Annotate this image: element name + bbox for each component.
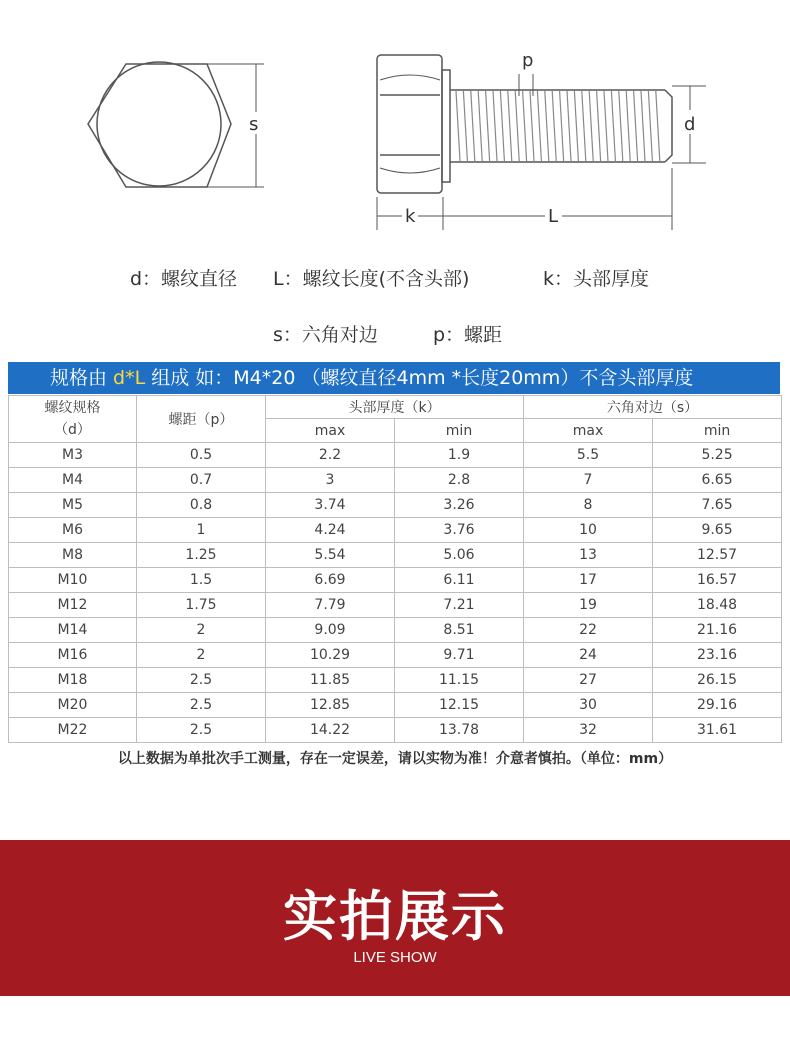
table-row	[9, 693, 782, 718]
table-row	[9, 568, 782, 593]
table-row	[9, 468, 782, 493]
k-label: k	[405, 206, 416, 227]
table-row	[9, 668, 782, 693]
s-label: s	[249, 114, 259, 135]
thread-line	[597, 91, 601, 161]
L-label: L	[548, 206, 559, 227]
table-cell: 17	[524, 568, 653, 593]
thread-line	[515, 91, 519, 161]
table-cell: 9.09	[266, 618, 395, 643]
table-row	[9, 593, 782, 618]
table-cell: 8.51	[395, 618, 524, 643]
thread-line	[626, 91, 630, 161]
table-cell: 16.57	[653, 568, 782, 593]
table-cell: M22	[9, 718, 137, 743]
showcase-title: 实拍展示	[283, 885, 507, 948]
p-label: p	[522, 50, 534, 71]
thread-line	[656, 91, 660, 161]
table-cell: 9.71	[395, 643, 524, 668]
table-cell: M6	[9, 518, 137, 543]
thread-line	[560, 91, 564, 161]
table-cell: 2	[137, 618, 266, 643]
table-row	[9, 493, 782, 518]
table-cell: 5.06	[395, 543, 524, 568]
table-cell: 22	[524, 618, 653, 643]
table-cell: 3	[266, 468, 395, 493]
table-cell: 7.79	[266, 593, 395, 618]
legend-L: L：螺纹长度(不含头部)	[273, 268, 470, 290]
legend-p: p：螺距	[433, 324, 503, 346]
measurement-note: 以上数据为单批次手工测量，存在一定误差，请以实物为准！介意者慎拍。（单位：mm）	[117, 751, 673, 767]
table-cell: 23.16	[653, 643, 782, 668]
table-cell: 11.85	[266, 668, 395, 693]
table-cell: 2.8	[395, 468, 524, 493]
spec-banner	[8, 362, 780, 396]
header-head-thickness: 头部厚度（k）	[266, 396, 524, 419]
thread-line	[611, 91, 615, 161]
header-k-max: max	[266, 419, 395, 443]
table-cell: 13	[524, 543, 653, 568]
table-cell: 11.15	[395, 668, 524, 693]
table-cell: M4	[9, 468, 137, 493]
header-spec	[9, 396, 137, 443]
thread-line	[493, 91, 497, 161]
table-cell: 0.7	[137, 468, 266, 493]
table-cell: 7	[524, 468, 653, 493]
table-cell: 3.74	[266, 493, 395, 518]
spec-table	[8, 395, 782, 743]
thread-line	[537, 91, 541, 161]
thread-line	[552, 91, 556, 161]
table-cell: 30	[524, 693, 653, 718]
table-cell: M20	[9, 693, 137, 718]
table-cell: M12	[9, 593, 137, 618]
table-cell: M8	[9, 543, 137, 568]
table-cell: 1.25	[137, 543, 266, 568]
live-show-banner	[0, 840, 790, 996]
table-cell: 6.65	[653, 468, 782, 493]
table-cell: 9.65	[653, 518, 782, 543]
table-cell: 0.8	[137, 493, 266, 518]
table-cell: 7.65	[653, 493, 782, 518]
table-cell: 13.78	[395, 718, 524, 743]
thread-line	[648, 91, 652, 161]
legend-s: s：六角对边	[273, 324, 378, 346]
table-cell: M3	[9, 443, 137, 468]
thread-line	[486, 91, 490, 161]
table-cell: 31.61	[653, 718, 782, 743]
header-s-min: min	[653, 419, 782, 443]
table-cell: 5.5	[524, 443, 653, 468]
table-cell: M5	[9, 493, 137, 518]
banner-text-1: 规格由	[50, 367, 114, 389]
table-cell: 10	[524, 518, 653, 543]
table-row	[9, 643, 782, 668]
table-cell: M14	[9, 618, 137, 643]
table-cell: 0.5	[137, 443, 266, 468]
table-cell: 1.9	[395, 443, 524, 468]
thread-lines	[456, 91, 660, 161]
table-cell: 18.48	[653, 593, 782, 618]
thread-line	[574, 91, 578, 161]
table-cell: 26.15	[653, 668, 782, 693]
thread-line	[508, 91, 512, 161]
table-cell: 2.2	[266, 443, 395, 468]
bolt-dimension-diagram	[0, 0, 790, 240]
thread-line	[634, 91, 638, 161]
table-cell: 8	[524, 493, 653, 518]
table-row	[9, 543, 782, 568]
thread-line	[471, 91, 475, 161]
table-cell: 24	[524, 643, 653, 668]
table-cell: M18	[9, 668, 137, 693]
table-cell: 2.5	[137, 693, 266, 718]
pitch-dimension	[519, 74, 533, 96]
table-cell: 1.5	[137, 568, 266, 593]
table-cell: 19	[524, 593, 653, 618]
table-cell: 29.16	[653, 693, 782, 718]
table-row	[9, 718, 782, 743]
banner-text-2: 组成 如：M4*20 （螺纹直径4mm *长度20mm）不含头部厚度	[145, 367, 694, 389]
thread-line	[604, 91, 608, 161]
banner-highlight: d*L	[113, 367, 146, 389]
table-cell: 27	[524, 668, 653, 693]
thread-line	[478, 91, 482, 161]
thread-line	[545, 91, 549, 161]
table-cell: 14.22	[266, 718, 395, 743]
table-cell: 12.85	[266, 693, 395, 718]
thread-line	[500, 91, 504, 161]
table-cell: 6.11	[395, 568, 524, 593]
d-label: d	[684, 114, 696, 135]
legend-d: d：螺纹直径	[130, 268, 238, 290]
table-cell: 12.15	[395, 693, 524, 718]
table-cell: 10.29	[266, 643, 395, 668]
table-row	[9, 618, 782, 643]
thread-line	[582, 91, 586, 161]
table-header-row-1	[9, 396, 782, 419]
table-cell: 3.76	[395, 518, 524, 543]
table-cell: 1	[137, 518, 266, 543]
table-cell: 3.26	[395, 493, 524, 518]
thread-line	[456, 91, 460, 161]
header-spec-line-2: （d）	[54, 422, 91, 438]
table-cell: 2	[137, 643, 266, 668]
header-s-max: max	[524, 419, 653, 443]
table-cell: 2.5	[137, 668, 266, 693]
header-pitch: 螺距（p）	[137, 396, 266, 443]
table-cell: 1.75	[137, 593, 266, 618]
header-hex-width: 六角对边（s）	[524, 396, 782, 419]
table-cell: 5.54	[266, 543, 395, 568]
thread-line	[641, 91, 645, 161]
thread-line	[589, 91, 593, 161]
thread-line	[619, 91, 623, 161]
header-spec-line-1: 螺纹规格	[44, 400, 101, 416]
table-cell: 2.5	[137, 718, 266, 743]
table-row	[9, 518, 782, 543]
thread-line	[530, 91, 534, 161]
table-row	[9, 443, 782, 468]
thread-line	[523, 91, 527, 161]
table-cell: 4.24	[266, 518, 395, 543]
table-cell: 7.21	[395, 593, 524, 618]
table-cell: 32	[524, 718, 653, 743]
thread-line	[463, 91, 467, 161]
legend-k: k：头部厚度	[543, 268, 650, 290]
header-k-min: min	[395, 419, 524, 443]
table-cell: M10	[9, 568, 137, 593]
showcase-subtitle: LIVE SHOW	[353, 949, 437, 966]
table-cell: 6.69	[266, 568, 395, 593]
table-cell: M16	[9, 643, 137, 668]
table-cell: 12.57	[653, 543, 782, 568]
hex-head-front-view	[88, 62, 264, 187]
thread-line	[567, 91, 571, 161]
length-dimensions	[377, 168, 672, 230]
table-cell: 5.25	[653, 443, 782, 468]
table-cell: 21.16	[653, 618, 782, 643]
